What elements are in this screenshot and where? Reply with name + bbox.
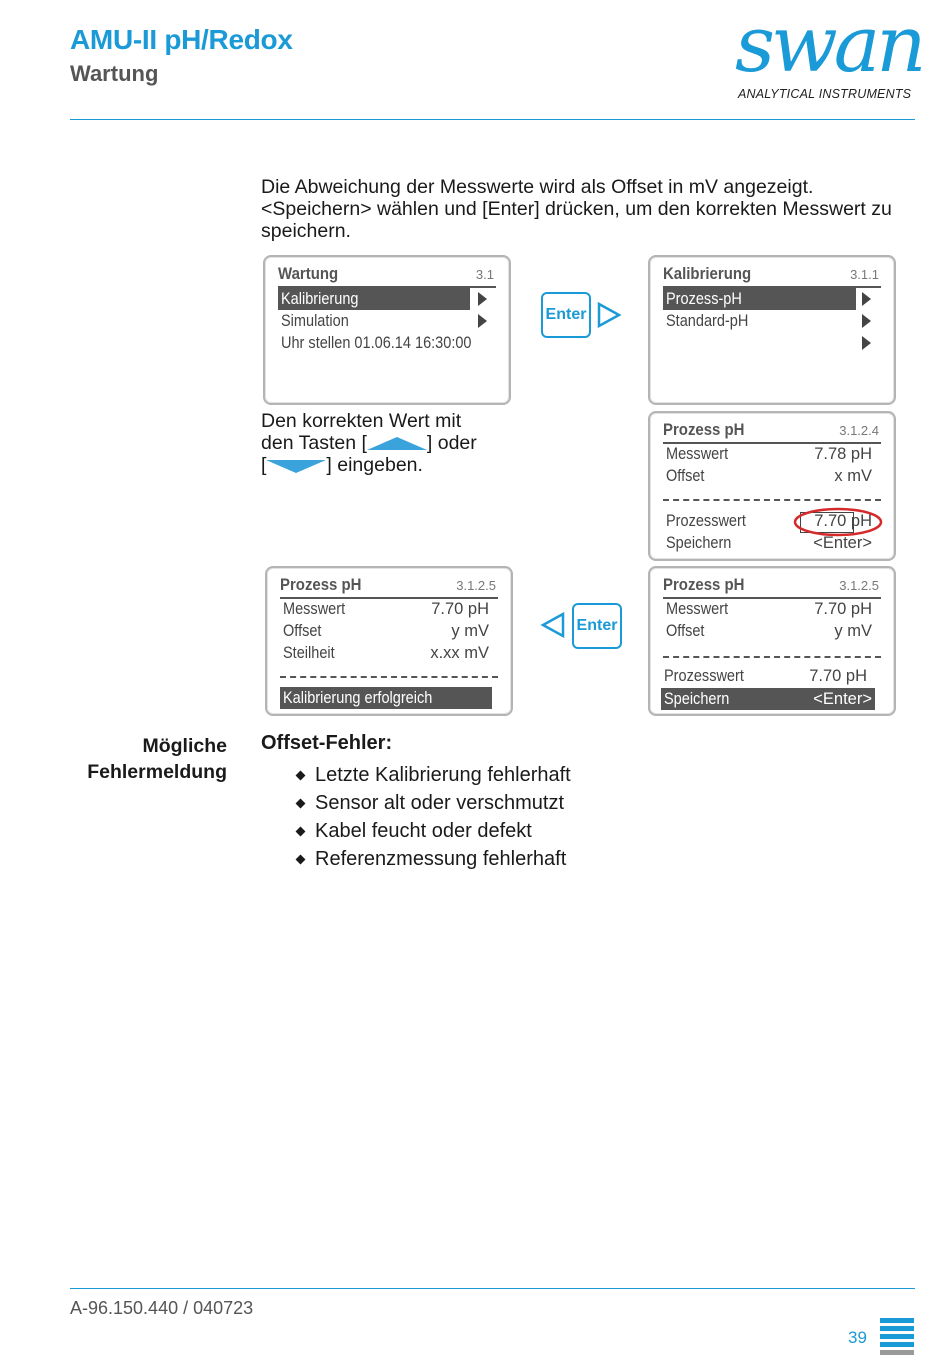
swan-logo: swan: [735, 0, 923, 90]
row-speichern[interactable]: Speichern <Enter>: [661, 688, 875, 710]
screen-header: [278, 264, 496, 288]
screen-kalibrierung: [648, 255, 896, 405]
arrow-left-outline-icon: [540, 612, 566, 638]
row-prozesswert[interactable]: Prozesswert 7.70 pH: [664, 667, 867, 685]
menu-item-uhr-stellen[interactable]: Uhr stellen 01.06.14 16:30:00: [281, 334, 472, 352]
list-item: Letzte Kalibrierung fehlerhaft: [261, 761, 571, 789]
logo-tagline: ANALYTICAL INSTRUMENTS: [738, 87, 912, 101]
screen-header: [663, 264, 881, 288]
row-steilheit: Steilheit x.xx mV: [283, 644, 489, 662]
side-heading: Mögliche Fehlermeldung: [87, 735, 227, 783]
list-item: Sensor alt oder verschmutzt: [261, 789, 571, 817]
screen-header: [663, 575, 881, 599]
footer-bar: [880, 1334, 914, 1339]
screen-title: Wartung: [278, 264, 339, 283]
row-messwert: Messwert 7.70 pH: [283, 600, 489, 618]
screen-code: 3.1.2.5: [839, 578, 879, 593]
row-prozesswert[interactable]: Prozesswert 7.70 pH: [666, 512, 872, 530]
document-title: AMU-II pH/Redox: [70, 24, 293, 55]
dashed-divider: [280, 676, 498, 678]
enter-button[interactable]: Enter: [572, 603, 622, 649]
screen-code: 3.1.2.4: [839, 423, 879, 438]
screen-prozess-ph-3125: [648, 566, 896, 716]
row-offset: Offset x mV: [666, 467, 872, 485]
screen-header: [663, 420, 881, 444]
screen-title: Prozess pH: [663, 575, 745, 594]
arrow-right-outline-icon: [596, 302, 622, 328]
document-code: A-96.150.440 / 040723: [70, 1298, 254, 1318]
screen-code: 3.1.2.5: [456, 578, 496, 593]
menu-item-kalibrierung[interactable]: Kalibrierung: [278, 288, 470, 310]
menu-item-simulation[interactable]: Simulation: [281, 312, 349, 330]
screen-header: [280, 575, 498, 599]
arrow-right-icon: [478, 292, 487, 306]
arrow-right-icon: [862, 336, 871, 350]
screen-title: Prozess pH: [280, 575, 362, 594]
status-kalibrierung-erfolgreich: Kalibrierung erfolgreich: [280, 687, 492, 709]
arrow-right-icon: [862, 314, 871, 328]
section-title: Wartung: [70, 61, 159, 86]
bullet-icon: [296, 855, 306, 865]
list-item: Kabel feucht oder defekt: [261, 817, 571, 845]
row-messwert: Messwert 7.78 pH: [666, 445, 872, 463]
menu-item-standard-ph[interactable]: Standard-pH: [666, 312, 749, 330]
offset-error-list: [261, 732, 571, 873]
enter-button[interactable]: Enter: [541, 292, 591, 338]
bullet-icon: [296, 827, 306, 837]
bullet-icon: [296, 771, 306, 781]
highlight-circle: [792, 506, 884, 538]
page-number: 39: [848, 1328, 867, 1347]
arrow-up-key-icon: [367, 436, 427, 450]
row-speichern[interactable]: Speichern <Enter>: [666, 534, 872, 552]
screen-code: 3.1: [475, 267, 494, 282]
dashed-divider: [663, 656, 881, 658]
footer-bar: [880, 1350, 914, 1355]
footer-divider: [70, 1288, 915, 1289]
arrow-right-icon: [478, 314, 487, 328]
header-divider: [70, 119, 915, 120]
dashed-divider: [663, 499, 881, 501]
arrow-down-key-icon: [266, 459, 326, 473]
bullet-icon: [296, 799, 306, 809]
screen-title: Kalibrierung: [663, 264, 752, 283]
arrow-right-icon: [862, 292, 871, 306]
menu-item-prozess-ph[interactable]: Prozess-pH: [663, 288, 856, 310]
row-offset: Offset y mV: [283, 622, 489, 640]
footer-bar: [880, 1342, 914, 1347]
row-offset: Offset y mV: [666, 622, 872, 640]
screen-prozess-ph-3125-result: [265, 566, 513, 716]
screen-wartung: [263, 255, 511, 405]
screen-prozess-ph-3124: [648, 411, 896, 561]
screen-code: 3.1.1: [850, 267, 879, 282]
screen-title: Prozess pH: [663, 420, 745, 439]
footer-bar: [880, 1326, 914, 1331]
list-item: Referenzmessung fehlerhaft: [261, 845, 571, 873]
instruction-note: Den korrekten Wert mit den Tasten [ ] oder [ ] eingeben.: [261, 410, 477, 476]
footer-bar: [880, 1318, 914, 1323]
list-heading: Offset-Fehler:: [261, 732, 393, 754]
intro-paragraph: Die Abweichung der Messwerte wird als Offset in mV angezeigt. <Speichern> wählen und [Enter] drücken, um den korrekten Messwert zu speichern.: [261, 176, 892, 242]
row-messwert: Messwert 7.70 pH: [666, 600, 872, 618]
